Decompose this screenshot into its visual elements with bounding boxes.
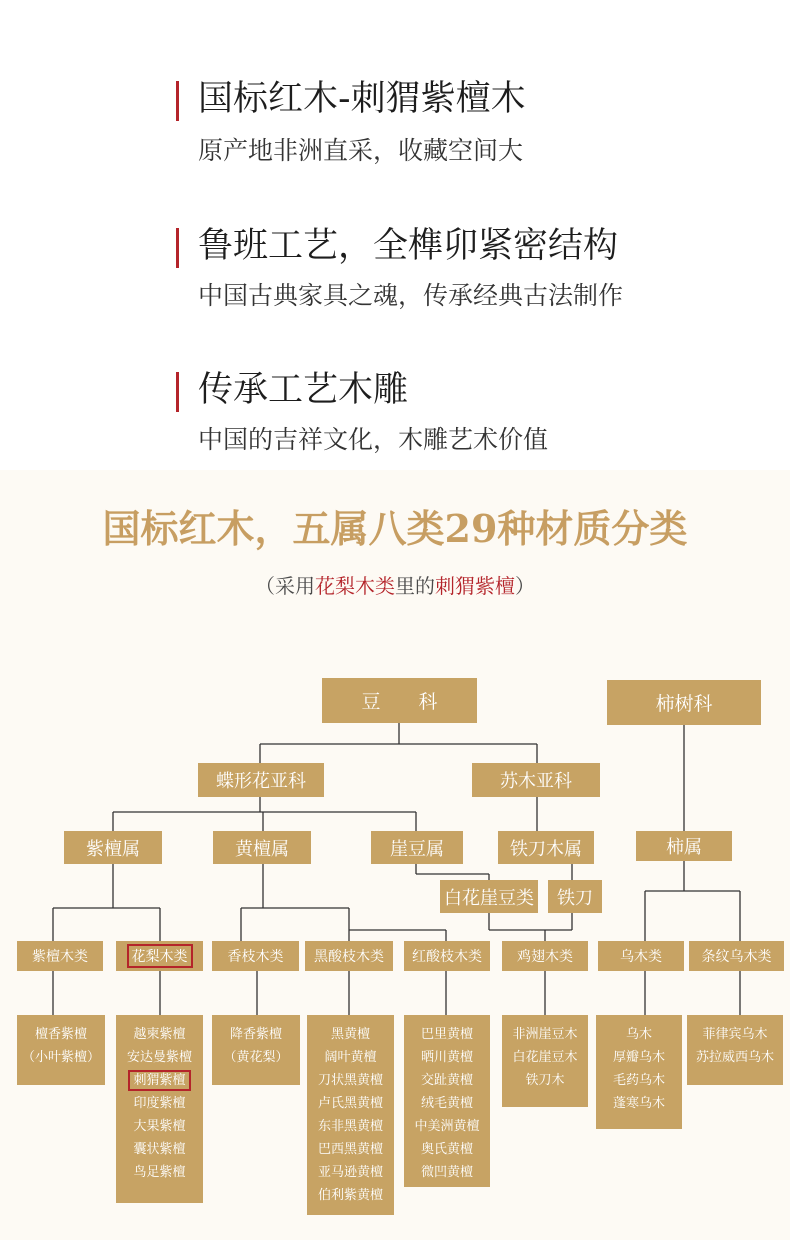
leaf-item-highlighted bbox=[116, 1069, 203, 1092]
leaf-item: （小叶紫檀） bbox=[21, 1050, 100, 1065]
leaf-item: 晒川黄檀 bbox=[420, 1050, 473, 1065]
class-xiangzhimu: 香枝木类 bbox=[212, 941, 299, 971]
class-wumu: 乌木类 bbox=[598, 941, 684, 971]
class-hongsuanzhimu: 红酸枝木类 bbox=[404, 941, 490, 971]
leaf-item-label: 刺猬紫檀 bbox=[128, 1070, 190, 1091]
class-hualimu bbox=[116, 941, 203, 971]
leaf-item: 蓬寒乌木 bbox=[612, 1096, 665, 1111]
leaf-item: 伯利紫黄檀 bbox=[317, 1188, 383, 1203]
leaf-item: 亚马逊黄檀 bbox=[317, 1165, 383, 1180]
node-tiedao: 铁刀 bbox=[548, 880, 602, 913]
leaf-hongsuanzhimu bbox=[404, 1015, 490, 1187]
leaf-hualimu bbox=[116, 1015, 203, 1203]
subline-species: 刺猬紫檀 bbox=[435, 574, 515, 598]
leaf-item: 檀香紫檀 bbox=[34, 1027, 87, 1042]
subline-category: 花梨木类 bbox=[315, 574, 395, 598]
leaf-item: （黄花梨） bbox=[223, 1050, 289, 1065]
node-diexinghuayake: 蝶形花亚科 bbox=[198, 763, 324, 797]
subline-mid: 里的 bbox=[395, 574, 435, 598]
feature-title: 国标红木-刺猬紫檀木 bbox=[198, 79, 526, 119]
node-shishu: 柿属 bbox=[636, 831, 732, 861]
feature-subtitle: 中国的吉祥文化，木雕艺术价值 bbox=[198, 425, 549, 454]
leaf-xiangzhimu bbox=[212, 1015, 300, 1085]
classification-headline: 国标红木，五属八类29种材质分类 bbox=[102, 506, 688, 551]
leaf-zitanmu bbox=[17, 1015, 105, 1085]
leaf-item: 微凹黄檀 bbox=[420, 1165, 473, 1180]
leaf-item: 绒毛黄檀 bbox=[420, 1096, 473, 1111]
node-yadoushu: 崖豆属 bbox=[371, 831, 463, 864]
leaf-item: 阔叶黄檀 bbox=[324, 1050, 377, 1065]
node-baihuayadoulei: 白花崖豆类 bbox=[440, 880, 538, 913]
leaf-item: 安达曼紫檀 bbox=[126, 1050, 192, 1065]
node-tiedaomushu: 铁刀木属 bbox=[498, 831, 594, 864]
subline-open: （采用 bbox=[255, 574, 315, 598]
leaf-item: 印度紫檀 bbox=[133, 1096, 186, 1111]
leaf-item: 巴里黄檀 bbox=[420, 1027, 473, 1042]
leaf-wumu bbox=[596, 1015, 682, 1129]
leaf-item: 交趾黄檀 bbox=[420, 1073, 473, 1088]
leaf-item: 苏拉威西乌木 bbox=[695, 1050, 774, 1065]
leaf-item: 菲律宾乌木 bbox=[702, 1027, 768, 1042]
leaf-item: 铁刀木 bbox=[525, 1073, 565, 1088]
leaf-item: 毛药乌木 bbox=[612, 1073, 665, 1088]
class-tiaowenwumu: 条纹乌木类 bbox=[689, 941, 784, 971]
leaf-heisuanzhimu bbox=[307, 1015, 394, 1215]
class-zitanmu: 紫檀木类 bbox=[17, 941, 103, 971]
subline-close: ） bbox=[515, 574, 535, 598]
leaf-item: 厚瓣乌木 bbox=[612, 1050, 665, 1065]
feature-title: 鲁班工艺，全榫卯紧密结构 bbox=[198, 226, 619, 266]
leaf-item: 东非黑黄檀 bbox=[317, 1119, 383, 1134]
feature-title: 传承工艺木雕 bbox=[198, 370, 409, 410]
feature-subtitle: 原产地非洲直采，收藏空间大 bbox=[198, 136, 524, 165]
node-huangtanshu: 黄檀属 bbox=[213, 831, 311, 864]
leaf-item: 鸟足紫檀 bbox=[133, 1165, 186, 1180]
leaf-item: 降香紫檀 bbox=[229, 1027, 282, 1042]
leaf-item: 刀状黑黄檀 bbox=[317, 1073, 383, 1088]
feature-subtitle: 中国古典家具之魂，传承经典古法制作 bbox=[198, 281, 624, 310]
leaf-item: 中美洲黄檀 bbox=[414, 1119, 480, 1134]
leaf-item: 黑黄檀 bbox=[330, 1027, 370, 1042]
class-heisuanzhimu: 黑酸枝木类 bbox=[305, 941, 393, 971]
class-jichimu: 鸡翅木类 bbox=[502, 941, 588, 971]
node-douke: 豆 科 bbox=[322, 678, 477, 723]
leaf-item: 奥氏黄檀 bbox=[420, 1142, 473, 1157]
leaf-item: 巴西黑黄檀 bbox=[317, 1142, 383, 1157]
leaf-item: 非洲崖豆木 bbox=[512, 1027, 578, 1042]
leaf-item: 乌木 bbox=[625, 1027, 652, 1042]
leaf-item: 白花崖豆木 bbox=[512, 1050, 578, 1065]
node-zitanshu: 紫檀属 bbox=[64, 831, 162, 864]
leaf-item: 大果紫檀 bbox=[133, 1119, 186, 1134]
leaf-item: 囊状紫檀 bbox=[133, 1142, 186, 1157]
node-shishuke: 柿树科 bbox=[607, 680, 761, 725]
class-hualimu-label: 花梨木类 bbox=[127, 944, 193, 968]
node-sumuyake: 苏木亚科 bbox=[472, 763, 600, 797]
leaf-tiaowenwumu bbox=[687, 1015, 783, 1085]
leaf-item: 越柬紫檀 bbox=[133, 1027, 186, 1042]
leaf-item: 卢氏黑黄檀 bbox=[317, 1096, 383, 1111]
leaf-jichimu bbox=[502, 1015, 588, 1107]
